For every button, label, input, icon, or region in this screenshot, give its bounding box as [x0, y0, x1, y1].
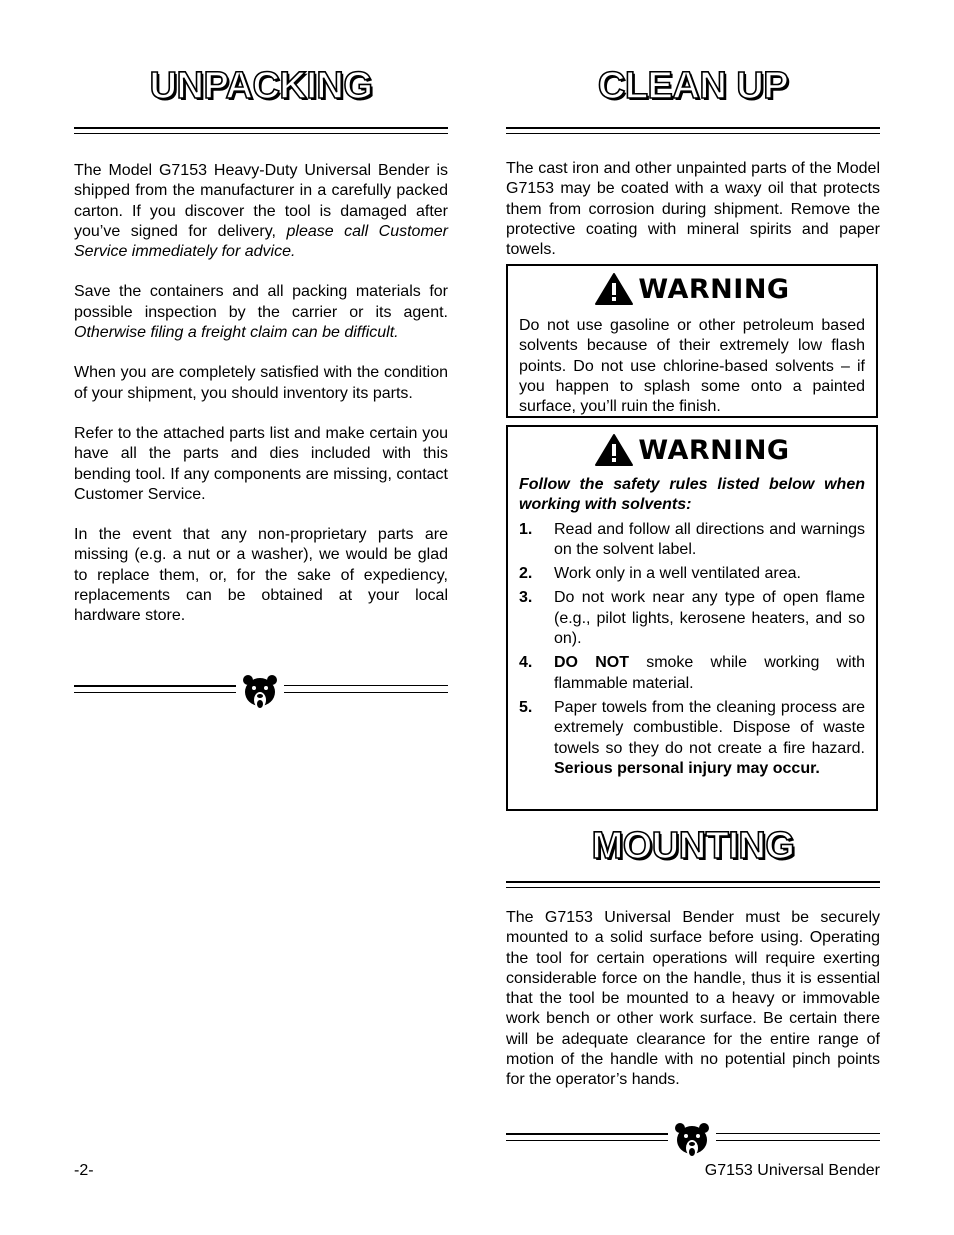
unpacking-section — [74, 60, 448, 627]
list-item: 2. Work only in a well ventilated area. — [519, 565, 801, 583]
warning-box-safety-rules — [506, 425, 878, 811]
warning-label: WARNING — [638, 434, 790, 466]
bear-logo-icon — [242, 674, 278, 712]
list-item: 5. Paper towels from the cleaning process are extremely combustible. Dispose of waste towels so they do not create a fire hazard. Serious personal injury may occur. — [519, 698, 865, 777]
mounting-paragraph: The G7153 Universal Bender must be securely mounted to a solid surface before using. Operating the tool for certain operations will require exerting considerable force on the handle, thus it is essential that the tool be mounted to a heavy or immovable work bench or other work surface. Be certain there will be adequate clearance for the entire range of motion of the handle with no potential pinch points for the operator’s hands. — [506, 909, 880, 1089]
list-item: 1. Read and follow all directions and warnings on the solvent label. — [519, 520, 865, 558]
safety-rules-list — [519, 520, 865, 780]
section-divider — [74, 674, 448, 714]
warning-triangle-icon — [594, 433, 634, 467]
section-divider — [506, 1122, 880, 1162]
title-rule — [74, 127, 448, 134]
footer-product-name: G7153 Universal Bender — [704, 1162, 880, 1179]
bear-logo-icon — [674, 1122, 710, 1160]
cleanup-title: CLEAN UP — [597, 65, 789, 107]
warning-label: WARNING — [638, 273, 790, 305]
warning-box-solvents — [506, 264, 878, 418]
unpacking-paragraph-4: Refer to the attached parts list and make certain you have all the parts and dies included with this bending tool. If any components are missing, contact Customer Service. — [74, 424, 448, 503]
cleanup-paragraph: The cast iron and other unpainted parts of the Model G7153 may be coated with a waxy oil that protects them from corrosion during shipment. Remove the protective coating with mineral spirits and paper towels. — [506, 160, 880, 259]
warning-text: Do not use gasoline or other petroleum based solvents because of their extremely low flash points. Do not use chlorine-based solvents – if you happen to splash some onto a painted surface, you’ll ruin the finish. — [519, 317, 865, 416]
title-rule — [506, 881, 880, 888]
title-rule — [506, 127, 880, 134]
unpacking-title: UNPACKING — [149, 65, 373, 107]
cleanup-section — [506, 60, 880, 260]
unpacking-paragraph-5: In the event that any non-proprietary parts are missing (e.g. a nut or a washer), we would be glad to replace them, or, for the sake of expediency, replacements can be obtained at your local hardware store. — [74, 526, 448, 625]
list-item: 4. DO NOT smoke while working with flammable material. — [519, 654, 865, 692]
mounting-title: MOUNTING — [591, 825, 795, 867]
warning-header — [508, 266, 876, 312]
unpacking-paragraph-3: When you are completely satisfied with the condition of your shipment, you should inventory its parts. — [74, 364, 448, 402]
mounting-section — [506, 820, 880, 1091]
safety-intro: Follow the safety rules listed below when working with solvents: — [519, 476, 865, 514]
list-item: 3. Do not work near any type of open flame (e.g., pilot lights, kerosene heaters, and so on). — [519, 589, 865, 648]
unpacking-paragraph-2: Save the containers and all packing materials for possible inspection by the carrier or its agent. Otherwise filing a freight claim can be difficult. — [74, 283, 448, 342]
warning-triangle-icon — [594, 272, 634, 306]
page-number: -2- — [74, 1162, 94, 1179]
unpacking-paragraph-1: The Model G7153 Heavy-Duty Universal Bender is shipped from the manufacturer in a carefully packed carton. If you discover the tool is damaged after you’ve signed for delivery, please call Customer Service immediately for advice. — [74, 162, 448, 261]
warning-header — [508, 427, 876, 473]
